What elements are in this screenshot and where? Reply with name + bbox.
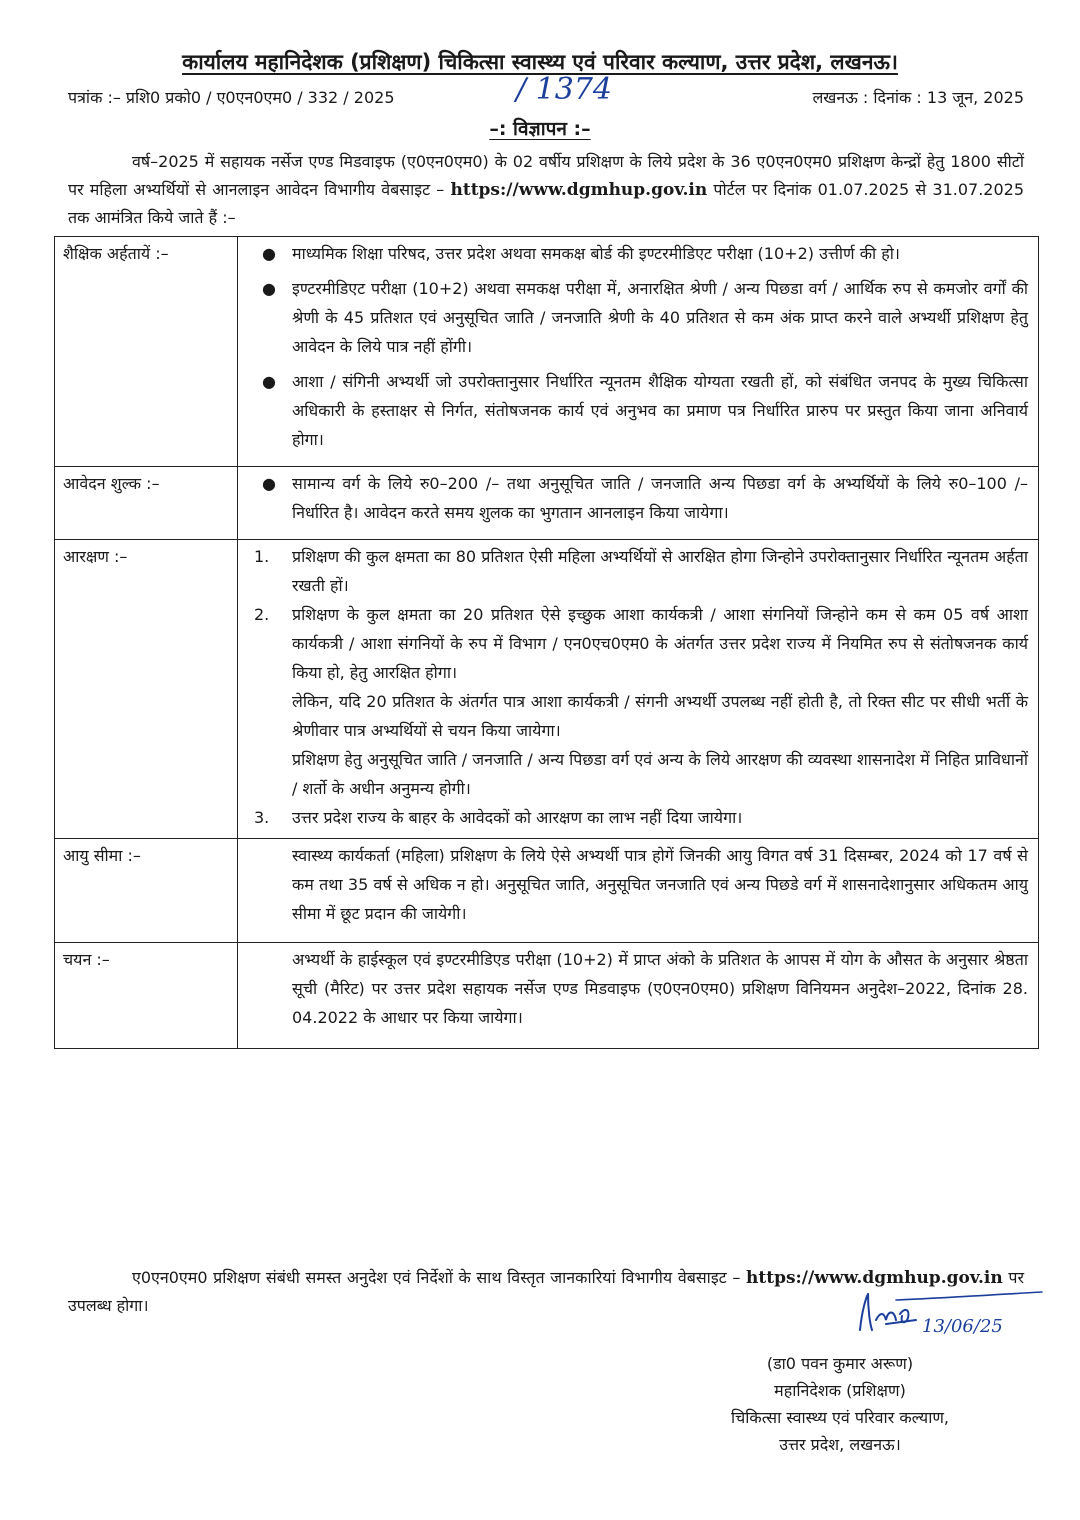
reservation-note: प्रशिक्षण हेतु अनुसूचित जाति / जनजाति / अन्य पिछडा वर्ग एवं अन्य के लिये आरक्षण की व्यवस्था शासनादेश में निहित प्राविधानों / शर्तो के अधीन अनुमन्य होगी। bbox=[292, 750, 1028, 798]
criteria-table bbox=[54, 236, 1039, 1049]
list-item: 2. प्रशिक्षण के कुल क्षमता का 20 प्रतिशत ऐसे इच्छुक आशा कार्यकत्री / आशा संगनियों जिन्होने कम से कम 05 वर्ष आशा कार्यकत्री / आशा संगनियों के रुप में विभाग / एन0एच0एम0 के अंतर्गत उत्तर प्रदेश राज्य में नियमित रुप से संतोषजनक कार्य किया हो, हेतु आरक्षित होगा। लेकिन, यदि 20 प्रतिशत के अंतर्गत पात्र आशा कार्यकत्री / संगनी अभ्यर्थी उपलब्ध नहीं होती है, तो रिक्त सीट पर सीधी भर्ती के श्रेणीवार पात्र अभ्यर्थियों से चयन किया जायेगा। प्रशिक्षण हेतु अनुसूचित जाति / जनजाति / अन्य पिछडा वर्ग एवं अन्य के लिये आरक्षण की व्यवस्था शासनादेश में निहित प्राविधानों / शर्तो के अधीन अनुमन्य होगी। bbox=[292, 600, 1028, 803]
table-row bbox=[55, 237, 1039, 467]
row-label-fee: आवेदन शुल्क :– bbox=[55, 467, 238, 540]
qualification-content bbox=[238, 237, 1039, 467]
place-and-date: लखनऊ : दिनांक : 13 जून, 2025 bbox=[812, 88, 1024, 107]
fee-content bbox=[238, 467, 1039, 540]
list-item: 1. प्रशिक्षण की कुल क्षमता का 80 प्रतिशत ऐसी महिला अभ्यर्थियों से आरक्षित होगा जिन्होने उपरोक्तानुसार निर्धारित न्यूनतम अर्हता रखती हों। bbox=[254, 547, 1028, 595]
row-label-reservation: आरक्षण :– bbox=[55, 540, 238, 839]
website-link[interactable]: https://www.dgmhup.gov.in bbox=[450, 180, 708, 200]
office-title: कार्यालय महानिदेशक (प्रशिक्षण) चिकित्सा स्वास्थ्य एवं परिवार कल्याण, उत्तर प्रदेश, लखनऊ। bbox=[182, 50, 898, 74]
age-limit-content: स्वास्थ्य कार्यकर्ता (महिला) प्रशिक्षण के लिये ऐसे अभ्यर्थी पात्र होगें जिनकी आयु विगत वर्ष 31 दिसम्बर, 2024 को 17 वर्ष से कम तथा 35 वर्ष से अधिक न हो। अनुसूचित जाति, अनुसूचित जनजाति एवं अन्य पिछडे वर्ग में शासनादेशानुसार अधिकतम आयु सीमा में छूट प्रदान की जायेगी। bbox=[238, 839, 1039, 943]
row-label-age-limit: आयु सीमा :– bbox=[55, 839, 238, 943]
handwritten-signature bbox=[856, 1290, 1046, 1338]
signatory-designation: महानिदेशक (प्रशिक्षण) bbox=[774, 1381, 906, 1400]
reservation-note: लेकिन, यदि 20 प्रतिशत के अंतर्गत पात्र आशा कार्यकत्री / संगनी अभ्यर्थी उपलब्ध नहीं होती है, तो रिक्त सीट पर सीधी भर्ती के श्रेणीवार पात्र अभ्यर्थियों से चयन किया जायेगा। bbox=[292, 692, 1028, 740]
signatory-block bbox=[640, 1350, 1040, 1458]
table-row bbox=[55, 839, 1039, 943]
signatory-location: उत्तर प्रदेश, लखनऊ। bbox=[779, 1435, 901, 1454]
table-row bbox=[55, 943, 1039, 1049]
footer-note: ए0एन0एम0 प्रशिक्षण संबंधी समस्त अनुदेश एवं निर्देशों के साथ विस्तृत जानकारियां विभागीय वेबसाइट – https://www.dgmhup.gov.in पर उपलब्ध होगा। bbox=[68, 1268, 1025, 1315]
table-row bbox=[55, 540, 1039, 839]
list-item: 3. उत्तर प्रदेश राज्य के बाहर के आवेदकों को आरक्षण का लाभ नहीं दिया जायेगा। bbox=[254, 808, 743, 827]
row-label-selection: चयन :– bbox=[55, 943, 238, 1049]
row-label-qualification: शैक्षिक अर्हतायें :– bbox=[55, 237, 238, 467]
signatory-department: चिकित्सा स्वास्थ्य एवं परिवार कल्याण, bbox=[730, 1408, 950, 1427]
list-item: ● माध्यमिक शिक्षा परिषद, उत्तर प्रदेश अथवा समकक्ष बोर्ड की इण्टरमीडिएट परीक्षा (10+2) उत्तीर्ण की हो। bbox=[262, 244, 900, 263]
reference-line bbox=[68, 72, 1024, 112]
table-row bbox=[55, 467, 1039, 540]
reservation-content bbox=[238, 540, 1039, 839]
svg-text:13/06/25: 13/06/25 bbox=[922, 1316, 1003, 1337]
list-item: ● आशा / संगिनी अभ्यर्थी जो उपरोक्तानुसार निर्धारित न्यूनतम शैक्षिक योग्यता रखती हों, को संबंधित जनपद के मुख्य चिकित्सा अधिकारी के हस्ताक्षर से निर्गत, संतोषजनक कार्य एवं अनुभव का प्रमाण पत्र निर्धारित प्रारुप पर प्रस्तुत किया जाना अनिवार्य होगा। bbox=[262, 372, 1028, 449]
letter-number: पत्रांक :– प्रशि0 प्रको0 / ए0एन0एम0 / 332 / 2025 bbox=[68, 88, 395, 107]
intro-paragraph: वर्ष–2025 में सहायक नर्सेज एण्ड मिडवाइफ (ए0एन0एम0) के 02 वर्षीय प्रशिक्षण के लिये प्रदेश के 36 ए0एन0एम0 प्रशिक्षण केन्द्रों हेतु 1800 सीटों पर महिला अभ्यर्थियों से आनलाइन आवेदन विभागीय वेबसाइट – https://www.dgmhup.gov.in पोर्टल पर दिनांक 01.07.2025 से 31.07.2025 तक आमंत्रित किये जाते हैं :– bbox=[68, 152, 1025, 227]
list-item: ● सामान्य वर्ग के लिये रु0–200 /– तथा अनुसूचित जाति / जनजाति अन्य पिछडा वर्ग के अभ्यर्थियों के लिये रु0–100 /– निर्धारित है। आवेदन करते समय शुलक का भुगतान आनलाइन किया जायेगा। bbox=[262, 474, 1028, 522]
handwritten-dispatch-number: / 1374 bbox=[516, 72, 612, 107]
list-item: ● इण्टरमीडिएट परीक्षा (10+2) अथवा समकक्ष परीक्षा में, अनारक्षित श्रेणी / अन्य पिछडा वर्ग / आर्थिक रुप से कमजोर वर्गों की श्रेणी के 45 प्रतिशत एवं अनुसूचित जाति / जनजाति श्रेणी के 40 प्रतिशत से कम अंक प्राप्त करने वाले अभ्यर्थी प्रशिक्षण हेतु आवेदन के लिये पात्र नहीं होंगी। bbox=[262, 279, 1028, 356]
notice-heading: –: विज्ञापन :– bbox=[489, 118, 591, 140]
selection-content: अभ्यर्थी के हाईस्कूल एवं इण्टरमीडिएड परीक्षा (10+2) में प्राप्त अंको के प्रतिशत के आपस में योग के औसत के अनुसार श्रेष्ठता सूची (मैरिट) पर उत्तर प्रदेश सहायक नर्सेज एण्ड मिडवाइफ (ए0एन0एम0) प्रशिक्षण विनियमन अनुदेश–2022, दिनांक 28. 04.2022 के आधार पर किया जायेगा। bbox=[238, 943, 1039, 1049]
website-link[interactable]: https://www.dgmhup.gov.in bbox=[746, 1268, 1003, 1288]
signatory-name: (डा0 पवन कुमार अरूण) bbox=[766, 1354, 914, 1373]
